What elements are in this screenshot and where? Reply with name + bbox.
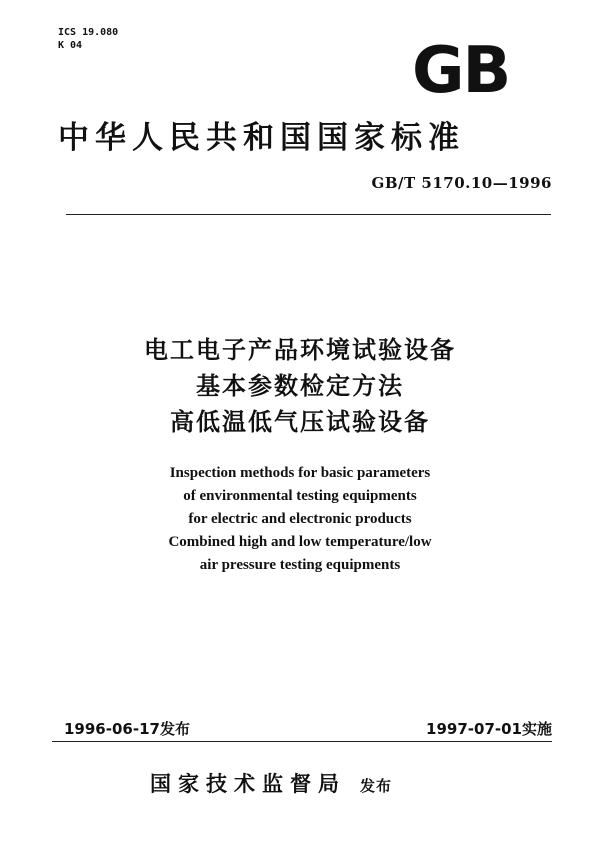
- english-title-line: Inspection methods for basic parameters: [169, 465, 431, 481]
- issue-date-label: 发布: [159, 720, 190, 738]
- issuer-line: [150, 768, 392, 798]
- chinese-title-line: 基本参数检定方法: [196, 372, 404, 400]
- effective-date-value: 1997-07-01: [426, 720, 522, 738]
- gb-logo: [412, 38, 520, 96]
- chinese-title-line: 高低温低气压试验设备: [170, 408, 430, 436]
- standard-category-title: 中华人民共和国国家标准: [58, 120, 465, 156]
- ics-code: ICS 19.080: [58, 27, 119, 38]
- chinese-title: [0, 332, 600, 440]
- english-title-line: air pressure testing equipments: [199, 557, 401, 573]
- effective-date-label: 实施: [521, 720, 552, 738]
- top-divider: [66, 214, 551, 215]
- english-title-line: for electric and electronic products: [188, 511, 412, 527]
- dates-row: [64, 718, 552, 740]
- english-title-line: of environmental testing equipments: [183, 488, 417, 504]
- standard-number: GB/T 5170.10—1996: [371, 174, 552, 192]
- english-title-line: Combined high and low temperature/low: [168, 534, 432, 550]
- issue-date: [64, 718, 190, 739]
- ccs-code: K 04: [58, 40, 83, 51]
- issuer-name: 国家技术监督局: [150, 771, 346, 796]
- english-title: [0, 462, 600, 577]
- issue-date-value: 1996-06-17: [64, 720, 160, 738]
- effective-date: [426, 718, 552, 739]
- issuer-action: 发布: [360, 777, 393, 795]
- bottom-divider: [52, 741, 552, 742]
- classification-codes: [58, 26, 118, 52]
- gb-logo-text: GB: [412, 38, 510, 96]
- chinese-title-line: 电工电子产品环境试验设备: [144, 336, 456, 364]
